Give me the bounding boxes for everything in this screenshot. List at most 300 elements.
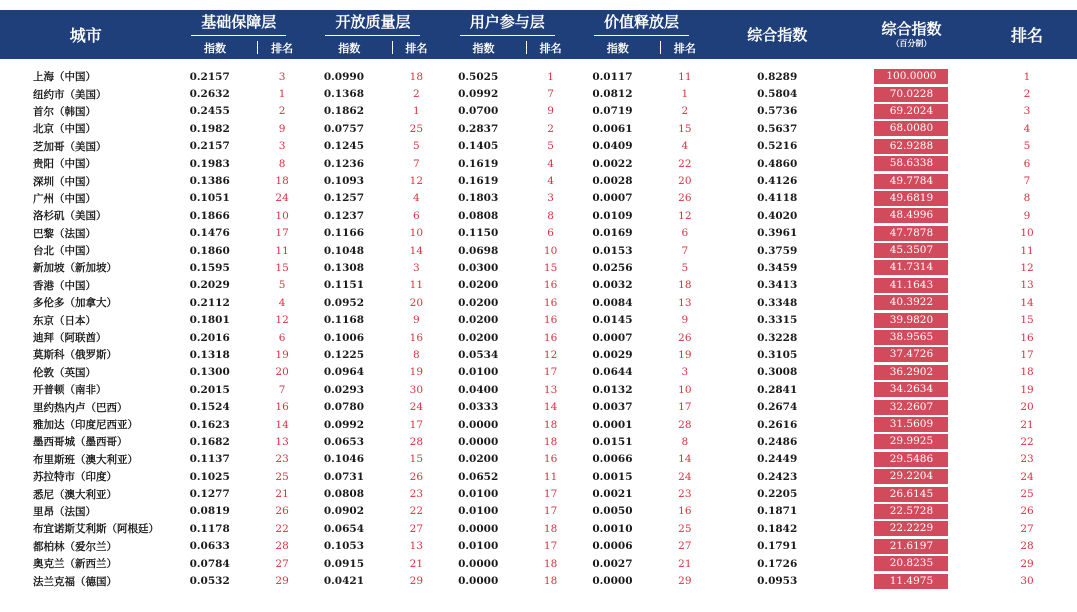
composite-index-cell: 0.3961 bbox=[757, 227, 798, 240]
overall-rank-cell: 13 bbox=[1020, 279, 1034, 292]
participation-value-cell: 0.0100 bbox=[458, 505, 499, 518]
foundation-rank-cell: 29 bbox=[275, 575, 289, 588]
composite-index-cell: 0.4118 bbox=[757, 192, 798, 205]
openness-value-cell: 0.0990 bbox=[323, 70, 365, 83]
participation-rank-cell: 18 bbox=[543, 575, 558, 588]
value-release-value-cell: 0.0109 bbox=[592, 209, 633, 222]
composite-pct-cell bbox=[846, 520, 977, 537]
participation-value-cell: 0.1803 bbox=[458, 192, 499, 205]
value-release-rank-cell: 25 bbox=[678, 522, 692, 535]
foundation-rank-cell: 27 bbox=[275, 557, 289, 570]
city-name-cell: 芝加哥（美国） bbox=[33, 140, 107, 153]
value-release-value-cell: 0.0061 bbox=[592, 122, 633, 135]
overall-rank-cell: 28 bbox=[1020, 540, 1034, 553]
participation-rank-cell: 1 bbox=[547, 70, 554, 83]
foundation-value-cell: 0.2455 bbox=[189, 105, 230, 118]
participation-value-cell: 0.0000 bbox=[458, 435, 499, 448]
foundation-rank-cell: 28 bbox=[275, 540, 289, 553]
overall-rank-cell: 30 bbox=[1020, 575, 1034, 588]
overall-rank-cell: 19 bbox=[1020, 383, 1034, 396]
composite-pct-badge: 41.7314 bbox=[874, 260, 948, 275]
value-release-value-cell: 0.0812 bbox=[592, 88, 633, 101]
participation-rank-cell: 17 bbox=[543, 540, 558, 553]
foundation-value-cell: 0.1476 bbox=[189, 227, 230, 240]
openness-rank-cell: 30 bbox=[409, 383, 424, 396]
composite-pct-badge: 20.8235 bbox=[874, 556, 948, 571]
composite-index-cell: 0.3315 bbox=[757, 314, 798, 327]
foundation-rank-cell: 7 bbox=[278, 383, 286, 396]
header-openness-value: 指数 bbox=[306, 36, 393, 59]
value-release-rank-cell: 19 bbox=[678, 348, 692, 361]
header-group-participation: 用户参与层 bbox=[440, 10, 574, 36]
composite-pct-cell bbox=[846, 259, 977, 276]
foundation-value-cell: 0.2632 bbox=[189, 88, 230, 101]
openness-rank-cell: 20 bbox=[409, 296, 424, 309]
openness-value-cell: 0.0421 bbox=[323, 575, 365, 588]
table-row bbox=[0, 468, 1077, 485]
composite-pct-badge: 47.7878 bbox=[874, 226, 948, 241]
composite-pct-badge: 69.2024 bbox=[874, 104, 948, 119]
header-group-value: 价值释放层 bbox=[574, 10, 708, 36]
value-release-rank-cell: 8 bbox=[681, 435, 689, 448]
composite-pct-badge: 38.9565 bbox=[874, 330, 948, 345]
participation-rank-cell: 16 bbox=[543, 279, 558, 292]
overall-rank-cell: 6 bbox=[1023, 157, 1031, 170]
openness-rank-cell: 5 bbox=[413, 140, 420, 153]
participation-rank-cell: 16 bbox=[543, 453, 558, 466]
foundation-value-cell: 0.1386 bbox=[189, 175, 230, 188]
overall-rank-cell: 26 bbox=[1020, 505, 1034, 518]
participation-rank-cell: 4 bbox=[547, 157, 554, 170]
table-row bbox=[0, 451, 1077, 468]
overall-rank-cell: 15 bbox=[1020, 314, 1034, 327]
openness-rank-cell: 17 bbox=[409, 418, 424, 431]
openness-rank-cell: 29 bbox=[409, 575, 424, 588]
overall-rank-cell: 8 bbox=[1023, 192, 1031, 205]
foundation-value-cell: 0.1524 bbox=[189, 401, 230, 414]
participation-rank-cell: 18 bbox=[543, 557, 558, 570]
composite-pct-badge: 11.4975 bbox=[874, 574, 948, 589]
openness-value-cell: 0.1308 bbox=[323, 261, 365, 274]
value-release-value-cell: 0.0050 bbox=[592, 505, 633, 518]
composite-pct-badge: 21.6197 bbox=[874, 539, 948, 554]
foundation-rank-cell: 2 bbox=[278, 105, 286, 118]
value-release-value-cell: 0.0719 bbox=[592, 105, 633, 118]
composite-index-cell: 0.2674 bbox=[757, 401, 798, 414]
value-release-rank-cell: 17 bbox=[678, 401, 692, 414]
composite-pct-badge: 49.6819 bbox=[874, 191, 948, 206]
city-name-cell: 开普顿（南非） bbox=[33, 384, 107, 397]
composite-pct-cell bbox=[846, 451, 977, 468]
openness-rank-cell: 9 bbox=[413, 314, 420, 327]
composite-pct-badge: 39.9820 bbox=[874, 313, 948, 328]
composite-index-cell: 0.3759 bbox=[757, 244, 798, 257]
participation-value-cell: 0.0700 bbox=[458, 105, 499, 118]
value-release-rank-cell: 27 bbox=[678, 540, 692, 553]
openness-value-cell: 0.1166 bbox=[323, 227, 365, 240]
openness-rank-cell: 21 bbox=[409, 557, 424, 570]
openness-rank-cell: 6 bbox=[413, 209, 420, 222]
participation-rank-cell: 16 bbox=[543, 314, 558, 327]
foundation-value-cell: 0.1051 bbox=[189, 192, 230, 205]
foundation-value-cell: 0.2015 bbox=[189, 383, 230, 396]
composite-index-cell: 0.2616 bbox=[757, 418, 798, 431]
openness-rank-cell: 15 bbox=[409, 453, 424, 466]
value-release-rank-cell: 1 bbox=[681, 88, 689, 101]
foundation-value-cell: 0.1982 bbox=[189, 122, 230, 135]
value-release-rank-cell: 29 bbox=[678, 575, 692, 588]
composite-pct-badge: 48.4996 bbox=[874, 208, 948, 223]
table-body bbox=[0, 59, 1077, 590]
value-release-value-cell: 0.0409 bbox=[592, 140, 633, 153]
participation-rank-cell: 7 bbox=[547, 88, 554, 101]
participation-rank-cell: 3 bbox=[547, 192, 554, 205]
openness-rank-cell: 3 bbox=[413, 261, 420, 274]
participation-rank-cell: 17 bbox=[543, 488, 558, 501]
participation-rank-cell: 4 bbox=[547, 175, 554, 188]
foundation-rank-cell: 21 bbox=[275, 488, 289, 501]
foundation-rank-cell: 25 bbox=[275, 470, 289, 483]
table-row bbox=[0, 172, 1077, 189]
city-name-cell: 广州（中国） bbox=[33, 192, 96, 205]
header-group-openness: 开放质量层 bbox=[306, 10, 440, 36]
city-name-cell: 台北（中国） bbox=[33, 245, 96, 258]
composite-pct-badge: 32.2607 bbox=[874, 400, 948, 415]
openness-value-cell: 0.0992 bbox=[323, 418, 365, 431]
value-release-value-cell: 0.0132 bbox=[592, 383, 633, 396]
participation-value-cell: 0.1405 bbox=[458, 140, 499, 153]
value-release-value-cell: 0.0021 bbox=[592, 488, 633, 501]
composite-pct-badge: 22.5728 bbox=[874, 504, 948, 519]
participation-rank-cell: 12 bbox=[543, 348, 558, 361]
composite-pct-cell bbox=[846, 364, 977, 381]
openness-value-cell: 0.0654 bbox=[323, 522, 365, 535]
participation-rank-cell: 17 bbox=[543, 366, 558, 379]
composite-pct-cell bbox=[846, 329, 977, 346]
openness-rank-cell: 19 bbox=[409, 366, 424, 379]
city-name-cell: 布宜诺斯艾利斯（阿根廷） bbox=[33, 523, 159, 536]
value-release-value-cell: 0.0006 bbox=[592, 540, 633, 553]
overall-rank-cell: 7 bbox=[1023, 175, 1031, 188]
participation-rank-cell: 8 bbox=[547, 209, 554, 222]
value-release-rank-cell: 14 bbox=[678, 453, 692, 466]
city-ranking-table bbox=[0, 10, 1077, 590]
composite-pct-cell bbox=[846, 555, 977, 572]
composite-pct-badge: 49.7784 bbox=[874, 174, 948, 189]
overall-rank-cell: 11 bbox=[1020, 244, 1034, 257]
table-row bbox=[0, 225, 1077, 242]
overall-rank-cell: 23 bbox=[1020, 453, 1034, 466]
city-name-cell: 伦敦（英国） bbox=[33, 366, 96, 379]
openness-value-cell: 0.1093 bbox=[323, 175, 365, 188]
city-name-cell: 里约热内卢（巴西） bbox=[33, 401, 128, 414]
participation-value-cell: 0.0400 bbox=[458, 383, 499, 396]
foundation-value-cell: 0.2112 bbox=[189, 296, 230, 309]
composite-pct-cell bbox=[846, 346, 977, 363]
value-release-rank-cell: 20 bbox=[678, 175, 692, 188]
openness-rank-cell: 14 bbox=[409, 244, 424, 257]
header-participation-value: 指数 bbox=[440, 36, 527, 59]
overall-rank-cell: 10 bbox=[1020, 227, 1034, 240]
value-release-rank-cell: 26 bbox=[678, 331, 692, 344]
city-name-cell: 法兰克福（德国） bbox=[33, 575, 117, 588]
participation-rank-cell: 11 bbox=[543, 470, 558, 483]
value-release-rank-cell: 3 bbox=[681, 366, 689, 379]
value-release-value-cell: 0.0037 bbox=[592, 401, 633, 414]
participation-value-cell: 0.1150 bbox=[458, 227, 499, 240]
openness-value-cell: 0.1368 bbox=[323, 88, 365, 101]
openness-value-cell: 0.1046 bbox=[323, 453, 365, 466]
header-foundation-value: 指数 bbox=[172, 36, 259, 59]
composite-pct-cell bbox=[846, 190, 977, 207]
composite-pct-cell bbox=[846, 120, 977, 137]
city-name-cell: 莫斯科（俄罗斯） bbox=[33, 349, 117, 362]
composite-index-cell: 0.4126 bbox=[757, 175, 798, 188]
openness-value-cell: 0.0293 bbox=[323, 383, 365, 396]
composite-pct-badge: 34.2634 bbox=[874, 382, 948, 397]
city-name-cell: 洛杉矶（美国） bbox=[33, 210, 107, 223]
composite-pct-badge: 29.5486 bbox=[874, 452, 948, 467]
composite-pct-cell bbox=[846, 433, 977, 450]
header-group-foundation: 基础保障层 bbox=[172, 10, 306, 36]
header-composite-pct-title: 综合指数 bbox=[881, 20, 942, 38]
openness-value-cell: 0.1053 bbox=[323, 540, 365, 553]
foundation-rank-cell: 24 bbox=[275, 192, 289, 205]
value-release-rank-cell: 18 bbox=[678, 279, 692, 292]
composite-index-cell: 0.1791 bbox=[757, 540, 798, 553]
openness-rank-cell: 26 bbox=[409, 470, 424, 483]
openness-value-cell: 0.1245 bbox=[323, 140, 365, 153]
openness-value-cell: 0.1048 bbox=[323, 244, 365, 257]
overall-rank-cell: 5 bbox=[1023, 140, 1031, 153]
foundation-value-cell: 0.1682 bbox=[189, 435, 230, 448]
openness-rank-cell: 27 bbox=[409, 522, 424, 535]
overall-rank-cell: 16 bbox=[1020, 331, 1034, 344]
participation-value-cell: 0.0333 bbox=[458, 401, 499, 414]
city-name-cell: 多伦多（加拿大） bbox=[33, 297, 117, 310]
composite-index-cell: 0.4860 bbox=[757, 157, 798, 170]
composite-pct-badge: 58.6338 bbox=[874, 156, 948, 171]
composite-pct-cell bbox=[846, 172, 977, 189]
participation-value-cell: 0.2837 bbox=[458, 122, 499, 135]
value-release-value-cell: 0.0032 bbox=[592, 279, 633, 292]
table-row bbox=[0, 207, 1077, 224]
value-release-value-cell: 0.0153 bbox=[592, 244, 633, 257]
composite-index-cell: 0.3105 bbox=[757, 348, 798, 361]
composite-pct-cell bbox=[846, 485, 977, 502]
table-row bbox=[0, 555, 1077, 572]
composite-index-cell: 0.1726 bbox=[757, 557, 798, 570]
foundation-rank-cell: 10 bbox=[275, 209, 289, 222]
foundation-rank-cell: 8 bbox=[278, 157, 286, 170]
value-release-rank-cell: 10 bbox=[678, 383, 692, 396]
foundation-rank-cell: 23 bbox=[275, 453, 289, 466]
foundation-value-cell: 0.2157 bbox=[189, 70, 230, 83]
overall-rank-cell: 2 bbox=[1023, 88, 1031, 101]
foundation-rank-cell: 16 bbox=[275, 401, 289, 414]
composite-pct-badge: 45.3507 bbox=[874, 243, 948, 258]
participation-rank-cell: 13 bbox=[543, 383, 558, 396]
foundation-value-cell: 0.1300 bbox=[189, 366, 230, 379]
openness-value-cell: 0.0808 bbox=[323, 488, 365, 501]
openness-rank-cell: 10 bbox=[409, 227, 424, 240]
participation-value-cell: 0.0100 bbox=[458, 488, 499, 501]
value-release-rank-cell: 24 bbox=[678, 470, 692, 483]
overall-rank-cell: 18 bbox=[1020, 366, 1034, 379]
participation-rank-cell: 18 bbox=[543, 418, 558, 431]
composite-pct-cell bbox=[846, 416, 977, 433]
foundation-rank-cell: 17 bbox=[275, 227, 289, 240]
composite-pct-cell bbox=[846, 207, 977, 224]
composite-pct-badge: 100.0000 bbox=[874, 69, 948, 84]
header-city: 城市 bbox=[0, 10, 172, 59]
value-release-value-cell: 0.0001 bbox=[592, 418, 633, 431]
participation-value-cell: 0.0200 bbox=[458, 453, 499, 466]
foundation-value-cell: 0.2157 bbox=[189, 140, 230, 153]
composite-pct-cell bbox=[846, 503, 977, 520]
value-release-rank-cell: 13 bbox=[678, 296, 692, 309]
composite-index-cell: 0.2841 bbox=[757, 383, 798, 396]
composite-pct-cell bbox=[846, 103, 977, 120]
value-release-value-cell: 0.0644 bbox=[592, 366, 633, 379]
overall-rank-cell: 27 bbox=[1020, 522, 1034, 535]
composite-pct-cell bbox=[846, 311, 977, 328]
value-release-rank-cell: 9 bbox=[681, 314, 689, 327]
composite-index-cell: 0.0953 bbox=[757, 575, 798, 588]
openness-value-cell: 0.0964 bbox=[323, 366, 365, 379]
composite-index-cell: 0.2423 bbox=[757, 470, 798, 483]
participation-rank-cell: 2 bbox=[547, 122, 554, 135]
participation-rank-cell: 6 bbox=[547, 227, 554, 240]
city-name-cell: 悉尼（澳大利亚） bbox=[33, 488, 117, 501]
value-release-rank-cell: 12 bbox=[678, 209, 692, 222]
participation-value-cell: 0.0000 bbox=[458, 522, 499, 535]
participation-value-cell: 0.0200 bbox=[458, 279, 499, 292]
participation-rank-cell: 17 bbox=[543, 505, 558, 518]
value-release-value-cell: 0.0169 bbox=[592, 227, 633, 240]
value-release-value-cell: 0.0117 bbox=[592, 70, 633, 83]
participation-value-cell: 0.0652 bbox=[458, 470, 499, 483]
composite-pct-badge: 41.1643 bbox=[874, 278, 948, 293]
city-name-cell: 贵阳（中国） bbox=[33, 158, 96, 171]
table-row bbox=[0, 120, 1077, 137]
participation-value-cell: 0.0000 bbox=[458, 575, 499, 588]
composite-pct-badge: 26.6145 bbox=[874, 487, 948, 502]
openness-value-cell: 0.0757 bbox=[323, 122, 365, 135]
table-row bbox=[0, 85, 1077, 102]
foundation-value-cell: 0.1137 bbox=[189, 453, 230, 466]
table-row bbox=[0, 538, 1077, 555]
composite-index-cell: 0.3413 bbox=[757, 279, 798, 292]
value-release-rank-cell: 22 bbox=[678, 157, 692, 170]
composite-index-cell: 0.5637 bbox=[757, 122, 798, 135]
city-name-cell: 新加坡（新加坡） bbox=[33, 262, 117, 275]
openness-value-cell: 0.1257 bbox=[323, 192, 365, 205]
foundation-value-cell: 0.0633 bbox=[189, 540, 230, 553]
table-row bbox=[0, 503, 1077, 520]
value-release-value-cell: 0.0007 bbox=[592, 192, 633, 205]
participation-value-cell: 0.0698 bbox=[458, 244, 499, 257]
composite-pct-cell bbox=[846, 155, 977, 172]
city-name-cell: 巴黎（法国） bbox=[33, 227, 96, 240]
value-release-value-cell: 0.0000 bbox=[592, 575, 633, 588]
foundation-rank-cell: 20 bbox=[275, 366, 289, 379]
value-release-value-cell: 0.0028 bbox=[592, 175, 633, 188]
composite-pct-cell bbox=[846, 538, 977, 555]
city-name-cell: 纽约市（美国） bbox=[33, 88, 107, 101]
value-release-rank-cell: 2 bbox=[681, 105, 689, 118]
participation-value-cell: 0.0100 bbox=[458, 540, 499, 553]
city-name-cell: 都柏林（爱尔兰） bbox=[33, 540, 117, 553]
openness-rank-cell: 24 bbox=[409, 401, 424, 414]
participation-rank-cell: 18 bbox=[543, 522, 558, 535]
city-name-cell: 北京（中国） bbox=[33, 123, 96, 136]
foundation-value-cell: 0.0784 bbox=[189, 557, 230, 570]
openness-value-cell: 0.1236 bbox=[323, 157, 365, 170]
overall-rank-cell: 12 bbox=[1020, 261, 1034, 274]
openness-rank-cell: 28 bbox=[409, 435, 424, 448]
table-row bbox=[0, 364, 1077, 381]
value-release-value-cell: 0.0066 bbox=[592, 453, 633, 466]
openness-rank-cell: 1 bbox=[413, 105, 420, 118]
participation-rank-cell: 16 bbox=[543, 331, 558, 344]
table-row bbox=[0, 311, 1077, 328]
composite-pct-cell bbox=[846, 277, 977, 294]
participation-value-cell: 0.1619 bbox=[458, 157, 499, 170]
city-name-cell: 墨西哥城（墨西哥） bbox=[33, 436, 128, 449]
composite-index-cell: 0.3228 bbox=[757, 331, 798, 344]
composite-pct-cell bbox=[846, 381, 977, 398]
header-composite: 综合指数 bbox=[709, 10, 846, 59]
value-release-value-cell: 0.0022 bbox=[592, 157, 633, 170]
openness-value-cell: 0.0952 bbox=[323, 296, 365, 309]
value-release-rank-cell: 6 bbox=[681, 227, 689, 240]
table-row bbox=[0, 68, 1077, 85]
openness-rank-cell: 16 bbox=[409, 331, 424, 344]
openness-rank-cell: 2 bbox=[413, 88, 420, 101]
city-name-cell: 奥克兰（新西兰） bbox=[33, 558, 117, 571]
header-composite-pct bbox=[846, 10, 977, 59]
composite-pct-badge: 31.5609 bbox=[874, 417, 948, 432]
foundation-rank-cell: 18 bbox=[275, 175, 289, 188]
overall-rank-cell: 20 bbox=[1020, 401, 1034, 414]
table-row bbox=[0, 329, 1077, 346]
openness-rank-cell: 8 bbox=[413, 348, 420, 361]
value-release-rank-cell: 15 bbox=[678, 122, 692, 135]
header-value-rank: 排名 bbox=[661, 36, 708, 59]
composite-pct-cell bbox=[846, 68, 977, 85]
composite-index-cell: 0.3459 bbox=[757, 261, 798, 274]
composite-pct-cell bbox=[846, 242, 977, 259]
overall-rank-cell: 22 bbox=[1020, 435, 1034, 448]
value-release-rank-cell: 23 bbox=[678, 488, 692, 501]
openness-rank-cell: 22 bbox=[409, 505, 424, 518]
foundation-rank-cell: 3 bbox=[278, 70, 286, 83]
foundation-value-cell: 0.2016 bbox=[189, 331, 230, 344]
composite-pct-badge: 70.0228 bbox=[874, 87, 948, 102]
foundation-rank-cell: 15 bbox=[275, 261, 289, 274]
value-release-rank-cell: 5 bbox=[681, 261, 689, 274]
foundation-value-cell: 0.1866 bbox=[189, 209, 230, 222]
value-release-rank-cell: 26 bbox=[678, 192, 692, 205]
composite-index-cell: 0.5804 bbox=[757, 88, 798, 101]
openness-value-cell: 0.1151 bbox=[323, 279, 365, 292]
participation-value-cell: 0.0300 bbox=[458, 261, 499, 274]
foundation-value-cell: 0.1801 bbox=[189, 314, 230, 327]
composite-pct-cell bbox=[846, 225, 977, 242]
composite-pct-badge: 68.0080 bbox=[874, 121, 948, 136]
header-foundation-rank: 排名 bbox=[258, 36, 305, 59]
